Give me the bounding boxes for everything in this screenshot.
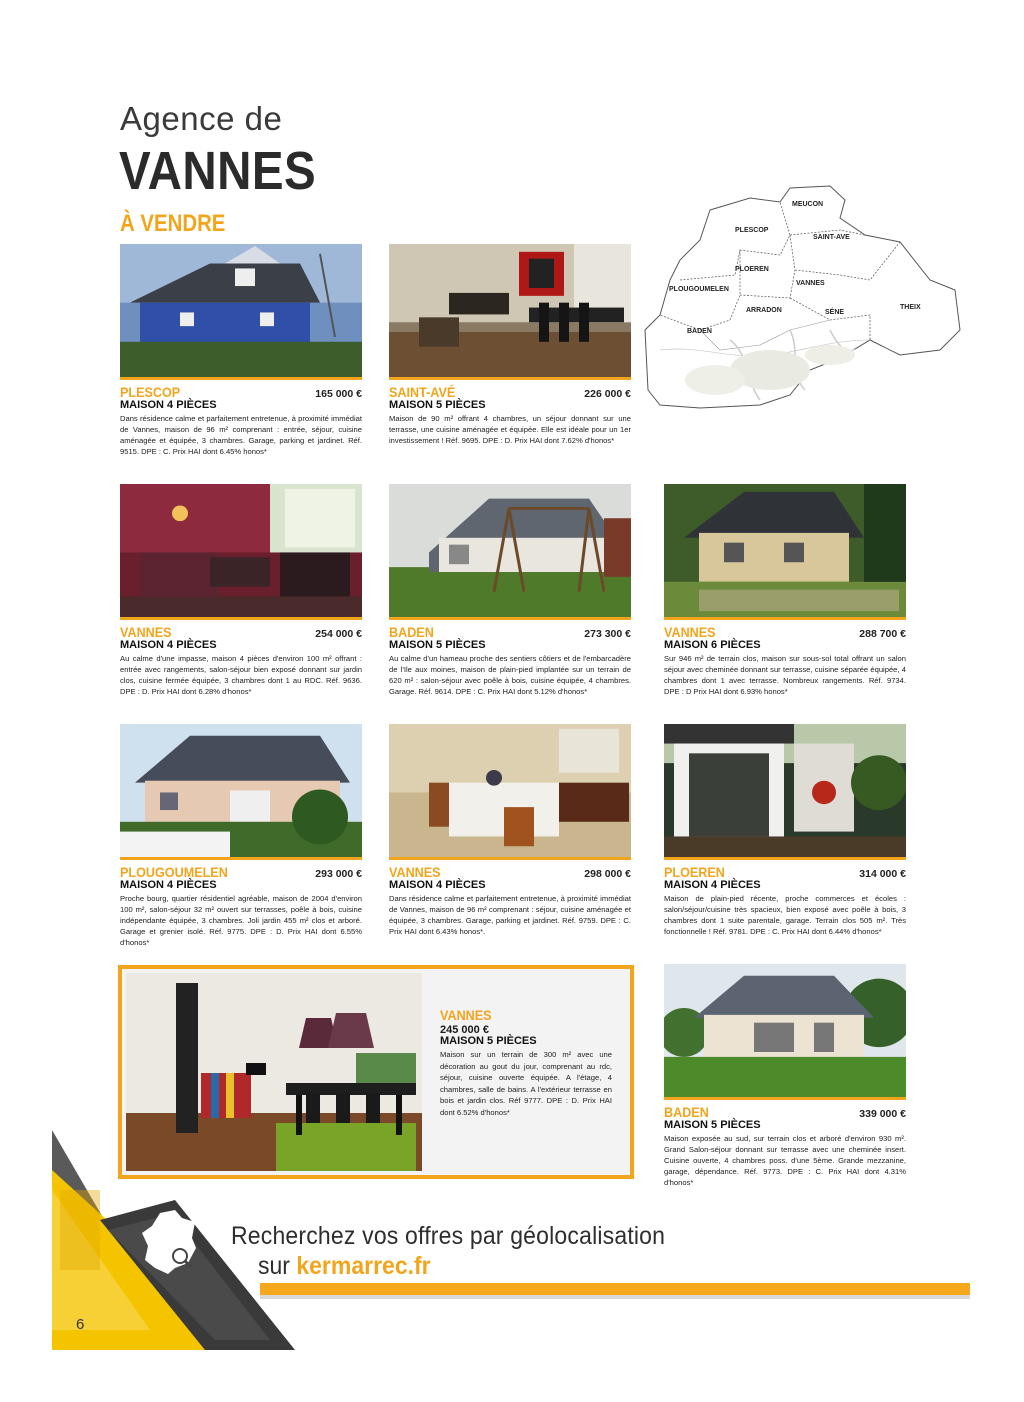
listing-description: Maison de plain-pied récente, proche commerces et écoles : salon/séjour/cuisine très spacieux, bien exposé avec poêle à bois, 3 chambres dont 1 suite parentale, garage. Terrain clos 505 m². Très fonctionnelle ! Réf. 9781. DPE : C. Prix HAI dont 6.44% d'honos*	[664, 894, 906, 936]
website-promo	[258, 1252, 431, 1281]
area-map	[640, 180, 970, 410]
listing-description: Dans résidence calme et parfaitement entretenue, à proximité immédiat de Vannes, maison de 96 m² comprenant : séjour, cuisine aménagée et équipée, 3 chambres. Garage, parking et jardinet. Réf. 9759. DPE : C. Prix HAI dont 6.43% honos*.	[389, 894, 631, 936]
map-label-baden: BADEN	[687, 328, 712, 335]
france-map-icon	[140, 1208, 200, 1278]
page-number: 6	[76, 1316, 85, 1333]
map-label-theix: THEIX	[900, 304, 921, 311]
footer-bar	[260, 1283, 970, 1295]
listing-price: 254 000 €	[315, 628, 362, 640]
agency-title: VANNES	[119, 141, 317, 201]
listing-type: MAISON 4 PIÈCES	[120, 879, 217, 891]
listing-card[interactable]	[664, 484, 906, 697]
listing-price: 314 000 €	[859, 868, 906, 880]
listing-type: MAISON 5 PIÈCES	[389, 639, 486, 651]
listing-city: PLOUGOUMELEN	[120, 864, 228, 880]
listing-city: VANNES	[389, 864, 441, 880]
listing-card[interactable]	[664, 964, 906, 1188]
listing-city: BADEN	[389, 624, 434, 640]
listing-type: MAISON 6 PIÈCES	[664, 639, 761, 651]
map-outline-graphic	[640, 180, 970, 410]
listing-description: Sur 946 m² de terrain clos, maison sur sous-sol total offrant un salon séjour avec cheminée donnant sur terrasse, cuisine séparée équipée, 4 chambres dont 1 avec terrasse. Nombreux rangements. Réf. 9734. DPE : D Prix HAI dont 6.93% honos*	[664, 654, 906, 696]
listing-price: 288 700 €	[859, 628, 906, 640]
listing-city: PLOEREN	[664, 864, 725, 880]
listing-type: MAISON 4 PIÈCES	[120, 639, 217, 651]
listing-price: 273 300 €	[584, 628, 631, 640]
listing-price: 165 000 €	[315, 388, 362, 400]
listing-price: 298 000 €	[584, 868, 631, 880]
listing-type: MAISON 4 PIÈCES	[120, 399, 217, 411]
listing-description: Maison exposée au sud, sur terrain clos et arboré d'environ 930 m². Grand Salon-séjour donnant sur terrasse avec une cheminée insert. Cuisine ouverte, 4 chambres poss. d'une 5ème. Grande mezzanine, garage, dépendance. Réf. 9773. DPE : C. Prix HAI dont 4.31% d'honos*	[664, 1134, 906, 1187]
listing-price: 339 000 €	[859, 1108, 906, 1120]
listing-photo[interactable]	[389, 244, 631, 380]
featured-city: VANNES	[440, 1007, 492, 1023]
listing-city: PLESCOP	[120, 384, 181, 400]
listing-city: SAINT-AVÉ	[389, 384, 456, 400]
featured-description: Maison sur un terrain de 300 m² avec une décoration au gout du jour, comprenant au rdc, séjour, cuisine ouverte équipée. A l'étage, 4 chambres, salle de bains. A l'extérieur terrasse en bois et jardin clos. Réf 9777. DPE : D. Prix HAI dont 6.52% d'honos*	[440, 1050, 612, 1117]
section-heading: À VENDRE	[120, 210, 226, 237]
listing-description: Maison de 90 m² offrant 4 chambres, un séjour donnant sur une terrasse, une cuisine aménagée et équipée. Elle est idéale pour un 1er investissement ! Réf. 9695. DPE : D. Prix HAI dont 7.62% d'honos*	[389, 414, 631, 445]
geolocation-promo: Recherchez vos offres par géolocalisation	[231, 1222, 666, 1250]
listing-city: BADEN	[664, 1104, 709, 1120]
listing-card[interactable]	[389, 724, 631, 937]
listing-photo[interactable]	[120, 484, 362, 620]
listing-photo[interactable]	[664, 724, 906, 860]
listing-price: 226 000 €	[584, 388, 631, 400]
listing-photo[interactable]	[120, 244, 362, 380]
listing-photo[interactable]	[389, 724, 631, 860]
listing-description: Au calme d'un hameau proche des sentiers côtiers et de l'embarcadère de l'Ile aux moines, maison de plain-pied implantée sur un terrain de 620 m² : salon-séjour avec poêle à bois, cuisine équipée, 4 chambres. Garage. Réf. 9614. DPE : C. Prix HAI dont 5.12% d'honos*	[389, 654, 631, 696]
footer-bar-shadow	[260, 1295, 970, 1299]
listing-card[interactable]	[120, 484, 362, 697]
listing-type: MAISON 5 PIÈCES	[664, 1119, 761, 1131]
listing-card[interactable]	[389, 244, 631, 446]
map-label-arradon: ARRADON	[746, 307, 782, 314]
map-label-ploeren: PLOEREN	[735, 266, 769, 273]
featured-price: 245 000 €	[440, 1024, 489, 1036]
website-link[interactable]: kermarrec.fr	[296, 1252, 431, 1280]
listing-card[interactable]	[120, 724, 362, 948]
map-label-vannes: VANNES	[796, 280, 825, 287]
map-label-plougoumelen: PLOUGOUMELEN	[669, 286, 729, 293]
listing-photo[interactable]	[389, 484, 631, 620]
listing-type: MAISON 4 PIÈCES	[389, 879, 486, 891]
listing-card[interactable]	[389, 484, 631, 697]
listing-description: Proche bourg, quartier résidentiel agréable, maison de 2004 d'environ 100 m², salon-séjour 32 m² ouvert sur terrasses, poêle à bois, cuisine indépendante équipée, 3 chambres. Joli jardin 455 m² clos et arboré. Garage et grenier isolé. Réf. 9775. DPE : D. Prix HAI dont 6.55% d'honos*	[120, 894, 362, 947]
listing-price: 293 000 €	[315, 868, 362, 880]
listing-card[interactable]	[664, 724, 906, 937]
listing-city: VANNES	[664, 624, 716, 640]
listing-card[interactable]	[120, 244, 362, 457]
website-prefix: sur	[258, 1252, 297, 1280]
listing-photo[interactable]	[664, 964, 906, 1100]
listing-photo[interactable]	[664, 484, 906, 620]
listing-type: MAISON 4 PIÈCES	[664, 879, 761, 891]
map-label-meucon: MEUCON	[792, 201, 824, 208]
listing-type: MAISON 5 PIÈCES	[389, 399, 486, 411]
featured-type: MAISON 5 PIÈCES	[440, 1035, 537, 1047]
listing-city: VANNES	[120, 624, 172, 640]
listing-description: Dans résidence calme et parfaitement entretenue, à proximité immédiat de Vannes, maison de 96 m² comprenant : entrée, séjour, cuisine aménagée et équipée, 3 chambres. Garage, parking et jardinet. Réf. 9515. DPE : C. Prix HAI dont 6.45% honos*	[120, 414, 362, 456]
agency-subtitle: Agence de	[120, 100, 283, 137]
map-label-saint-ave: SAINT-AVE	[813, 234, 850, 241]
map-label-plescop: PLESCOP	[735, 227, 769, 234]
listing-description: Au calme d'une impasse, maison 4 pièces d'environ 100 m² offrant : entrée avec rangements, salon-séjour bien exposé donnant sur jardin clos, cuisine fermée équipée, 3 chambres dont 1 au RDC. Réf. 9636. DPE : D. Prix HAI dont 6.28% d'honos*	[120, 654, 362, 696]
listing-photo[interactable]	[120, 724, 362, 860]
map-label-sene: SÉNE	[825, 309, 845, 316]
